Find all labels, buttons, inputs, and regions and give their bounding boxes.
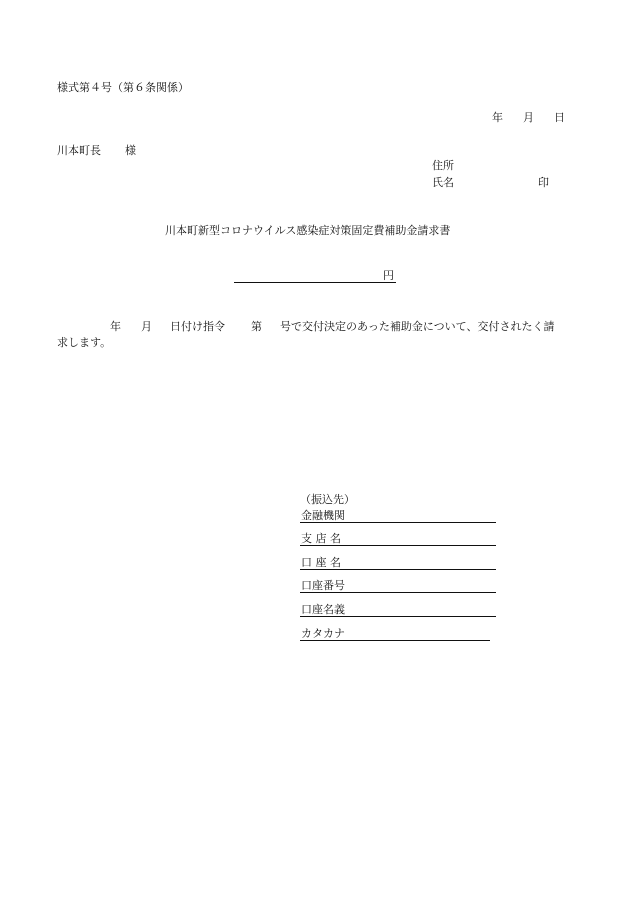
date-line [492,112,565,123]
seal-mark: 印 [538,176,549,189]
account-number-field[interactable] [300,580,496,593]
document-title: 川本町新型コロナウイルス感染症対策固定費補助金請求書 [165,224,451,237]
body-line1-rest: 号で交付決定のあった補助金について、交付されたく請 [280,320,555,333]
date-year: 年 [492,111,503,124]
amount-unit: 円 [383,269,394,282]
account-type-field[interactable] [300,557,496,570]
transfer-title: （振込先） [300,493,355,506]
account-holder-field[interactable] [300,604,496,617]
account-number-label: 口座番号 [301,579,345,592]
body-text-line-2: 求します。 [57,336,112,349]
bank-label: 金融機関 [301,509,345,522]
date-month: 月 [523,111,534,124]
katakana-field[interactable] [300,628,490,641]
body-month: 月 [141,320,152,333]
amount-field[interactable] [234,270,396,283]
account-holder-label: 口座名義 [301,603,345,616]
addressee-name: 川本町長 [57,144,101,157]
applicant-address-label: 住所 [432,159,454,172]
body-year: 年 [110,320,121,333]
account-type-label: 口 座 名 [301,556,341,569]
addressee [57,145,136,156]
addressee-honorific: 様 [125,144,136,157]
body-text-line-1 [110,321,554,332]
branch-field[interactable] [300,533,496,546]
date-day: 日 [554,111,565,124]
bank-field[interactable] [300,510,496,523]
form-number: 様式第４号（第６条関係） [57,81,189,94]
body-number-prefix: 第 [251,320,262,333]
katakana-label: カタカナ [301,627,345,640]
body-dated-instruction: 日付け指令 [170,320,225,333]
branch-label: 支 店 名 [301,532,341,545]
applicant-name-label: 氏名 [432,176,454,189]
